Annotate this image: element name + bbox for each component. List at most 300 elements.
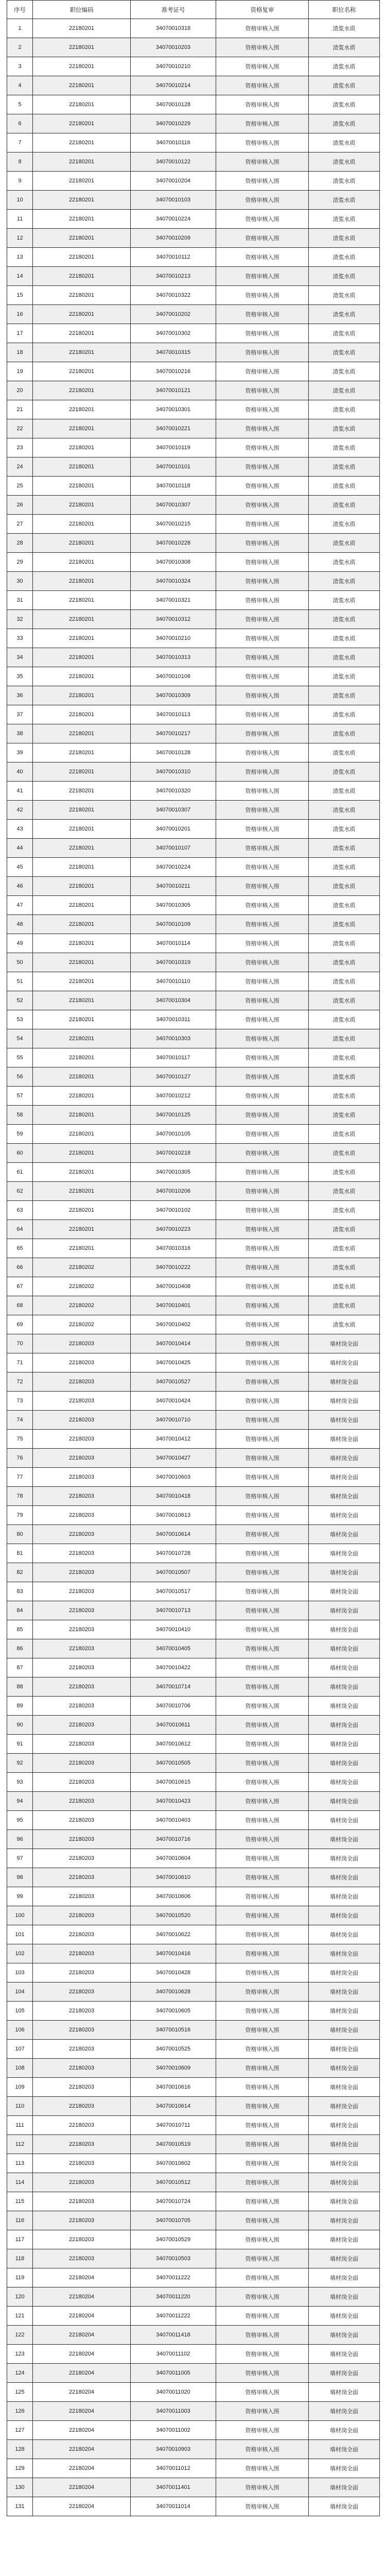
- cell-position-name: 墙材岗全面: [309, 2478, 380, 2497]
- cell-ticket-number: 34070010223: [131, 1220, 216, 1239]
- cell-qualification-review: 资格审核入围: [216, 1639, 309, 1658]
- cell-qualification-review: 资格审核入围: [216, 305, 309, 324]
- cell-position-code: 22180201: [33, 496, 131, 515]
- cell-position-code: 22180201: [33, 877, 131, 896]
- cell-position-name: 渣浆水质: [309, 1182, 380, 1201]
- table-row: [7, 1487, 380, 1506]
- cell-qualification-review: 资格审核入围: [216, 1048, 309, 1067]
- table-row: [7, 1925, 380, 1944]
- cell-position-name: 渣浆水质: [309, 19, 380, 38]
- cell-position-name: 墙材岗全面: [309, 2307, 380, 2326]
- cell-position-name: 墙材岗全面: [309, 2059, 380, 2078]
- cell-position-name: 渣浆水质: [309, 362, 380, 381]
- table-row: [7, 1944, 380, 1963]
- cell-qualification-review: 资格审核入围: [216, 1601, 309, 1620]
- cell-ticket-number: 34070010319: [131, 953, 216, 972]
- cell-position-code: 22180201: [33, 1125, 131, 1144]
- cell-ticket-number: 34070010423: [131, 1792, 216, 1811]
- cell-seq: 86: [7, 1639, 33, 1658]
- cell-ticket-number: 34070010118: [131, 477, 216, 496]
- cell-qualification-review: 资格审核入围: [216, 686, 309, 705]
- cell-position-name: 渣浆水质: [309, 915, 380, 934]
- cell-qualification-review: 资格审核入围: [216, 76, 309, 95]
- cell-position-code: 22180201: [33, 1163, 131, 1182]
- table-row: [7, 1582, 380, 1601]
- cell-seq: 5: [7, 95, 33, 114]
- table-row: [7, 1258, 380, 1277]
- cell-position-code: 22180201: [33, 400, 131, 419]
- cell-seq: 63: [7, 1201, 33, 1220]
- cell-qualification-review: 资格审核入围: [216, 2383, 309, 2402]
- cell-ticket-number: 34070010113: [131, 705, 216, 724]
- cell-seq: 40: [7, 762, 33, 782]
- cell-ticket-number: 34070010105: [131, 1125, 216, 1144]
- cell-qualification-review: 资格审核入围: [216, 1506, 309, 1525]
- cell-position-code: 22180201: [33, 1048, 131, 1067]
- cell-ticket-number: 34070011401: [131, 2478, 216, 2497]
- table-row: [7, 2078, 380, 2097]
- cell-position-name: 渣浆水质: [309, 133, 380, 152]
- cell-ticket-number: 34070010622: [131, 1925, 216, 1944]
- cell-seq: 11: [7, 210, 33, 229]
- table-row: [7, 2021, 380, 2040]
- cell-ticket-number: 34070010210: [131, 57, 216, 76]
- cell-position-code: 22180201: [33, 267, 131, 286]
- cell-qualification-review: 资格审核入围: [216, 1582, 309, 1601]
- cell-qualification-review: 资格审核入围: [216, 362, 309, 381]
- cell-position-code: 22180201: [33, 286, 131, 305]
- cell-seq: 128: [7, 2440, 33, 2459]
- table-row: [7, 1430, 380, 1449]
- cell-qualification-review: 资格审核入围: [216, 1296, 309, 1315]
- cell-position-name: 墙材岗全面: [309, 2078, 380, 2097]
- cell-position-code: 22180203: [33, 1544, 131, 1563]
- cell-ticket-number: 34070010507: [131, 1563, 216, 1582]
- cell-seq: 56: [7, 1067, 33, 1087]
- cell-seq: 34: [7, 648, 33, 667]
- cell-ticket-number: 34070011012: [131, 2459, 216, 2478]
- cell-position-code: 22180202: [33, 1277, 131, 1296]
- cell-ticket-number: 34070011003: [131, 2402, 216, 2421]
- cell-qualification-review: 资格审核入围: [216, 2154, 309, 2173]
- cell-qualification-review: 资格审核入围: [216, 2230, 309, 2249]
- cell-qualification-review: 资格审核入围: [216, 2116, 309, 2135]
- cell-position-name: 渣浆水质: [309, 1106, 380, 1125]
- table-row: [7, 2059, 380, 2078]
- cell-seq: 130: [7, 2478, 33, 2497]
- cell-seq: 96: [7, 1830, 33, 1849]
- cell-seq: 37: [7, 705, 33, 724]
- table-row: [7, 553, 380, 572]
- cell-position-name: 墙材岗全面: [309, 2192, 380, 2211]
- cell-position-code: 22180201: [33, 991, 131, 1010]
- cell-seq: 117: [7, 2230, 33, 2249]
- cell-position-name: 渣浆水质: [309, 343, 380, 362]
- cell-seq: 60: [7, 1144, 33, 1163]
- cell-qualification-review: 资格审核入围: [216, 2059, 309, 2078]
- cell-ticket-number: 34070010114: [131, 934, 216, 953]
- table-row: [7, 1411, 380, 1430]
- cell-position-name: 渣浆水质: [309, 648, 380, 667]
- cell-qualification-review: 资格审核入围: [216, 1430, 309, 1449]
- cell-position-code: 22180203: [33, 1925, 131, 1944]
- cell-position-name: 墙材岗全面: [309, 2230, 380, 2249]
- cell-ticket-number: 34070010516: [131, 2021, 216, 2040]
- cell-position-code: 22180203: [33, 2002, 131, 2021]
- cell-position-code: 22180204: [33, 2307, 131, 2326]
- cell-qualification-review: 资格审核入围: [216, 57, 309, 76]
- cell-position-name: 渣浆水质: [309, 1048, 380, 1067]
- cell-seq: 104: [7, 1982, 33, 2002]
- cell-qualification-review: 资格审核入围: [216, 1106, 309, 1125]
- cell-ticket-number: 34070010613: [131, 1506, 216, 1525]
- cell-position-name: 渣浆水质: [309, 629, 380, 648]
- cell-seq: 7: [7, 133, 33, 152]
- cell-position-code: 22180203: [33, 1449, 131, 1468]
- table-row: [7, 1792, 380, 1811]
- cell-qualification-review: 资格审核入围: [216, 629, 309, 648]
- cell-ticket-number: 34070010119: [131, 438, 216, 457]
- cell-position-name: 渣浆水质: [309, 1258, 380, 1277]
- cell-ticket-number: 34070010206: [131, 1182, 216, 1201]
- cell-position-code: 22180202: [33, 1258, 131, 1277]
- cell-position-name: 墙材岗全面: [309, 2459, 380, 2478]
- table-row: [7, 667, 380, 686]
- cell-position-name: 墙材岗全面: [309, 1411, 380, 1430]
- cell-position-code: 22180203: [33, 1639, 131, 1658]
- cell-qualification-review: 资格审核入围: [216, 2211, 309, 2230]
- table-row: [7, 419, 380, 438]
- cell-ticket-number: 34070011102: [131, 2345, 216, 2364]
- cell-ticket-number: 34070010209: [131, 229, 216, 248]
- cell-position-name: 渣浆水质: [309, 1010, 380, 1029]
- cell-ticket-number: 34070010308: [131, 553, 216, 572]
- cell-ticket-number: 34070010203: [131, 38, 216, 57]
- cell-position-code: 22180203: [33, 1754, 131, 1773]
- table-row: [7, 2402, 380, 2421]
- cell-seq: 129: [7, 2459, 33, 2478]
- cell-qualification-review: 资格审核入围: [216, 1029, 309, 1048]
- table-row: [7, 1811, 380, 1830]
- cell-qualification-review: 资格审核入围: [216, 2478, 309, 2497]
- cell-seq: 92: [7, 1754, 33, 1773]
- cell-position-code: 22180201: [33, 820, 131, 839]
- cell-ticket-number: 34070010710: [131, 1411, 216, 1430]
- cell-qualification-review: 资格审核入围: [216, 1411, 309, 1430]
- cell-seq: 118: [7, 2249, 33, 2268]
- table-row: [7, 610, 380, 629]
- cell-seq: 9: [7, 172, 33, 191]
- cell-qualification-review: 资格审核入围: [216, 782, 309, 801]
- table-row: [7, 1315, 380, 1334]
- cell-ticket-number: 34070010714: [131, 1677, 216, 1697]
- cell-ticket-number: 34070010614: [131, 1525, 216, 1544]
- table-row: [7, 172, 380, 191]
- cell-qualification-review: 资格审核入围: [216, 743, 309, 762]
- table-row: [7, 2345, 380, 2364]
- cell-position-code: 22180203: [33, 2059, 131, 2078]
- cell-seq: 66: [7, 1258, 33, 1277]
- table-row: [7, 1029, 380, 1048]
- table-row: [7, 2097, 380, 2116]
- cell-position-code: 22180203: [33, 2249, 131, 2268]
- cell-qualification-review: 资格审核入围: [216, 1697, 309, 1716]
- table-row: [7, 2040, 380, 2059]
- cell-seq: 99: [7, 1887, 33, 1906]
- cell-position-code: 22180203: [33, 1411, 131, 1430]
- table-row: [7, 1334, 380, 1353]
- cell-position-code: 22180201: [33, 515, 131, 534]
- cell-seq: 71: [7, 1353, 33, 1372]
- header-position-name: 职位名称: [309, 1, 380, 19]
- cell-ticket-number: 34070010503: [131, 2249, 216, 2268]
- cell-ticket-number: 34070010229: [131, 114, 216, 133]
- cell-position-name: 墙材岗全面: [309, 2440, 380, 2459]
- cell-position-name: 渣浆水质: [309, 76, 380, 95]
- cell-ticket-number: 34070010527: [131, 1372, 216, 1392]
- cell-ticket-number: 34070010612: [131, 1735, 216, 1754]
- cell-position-code: 22180201: [33, 95, 131, 114]
- cell-position-name: 渣浆水质: [309, 591, 380, 610]
- results-table: [7, 0, 380, 2516]
- cell-position-name: 墙材岗全面: [309, 2402, 380, 2421]
- cell-qualification-review: 资格审核入围: [216, 1792, 309, 1811]
- table-row: [7, 2307, 380, 2326]
- cell-ticket-number: 34070010705: [131, 2211, 216, 2230]
- table-row: [7, 1620, 380, 1639]
- cell-position-code: 22180203: [33, 1601, 131, 1620]
- cell-qualification-review: 资格审核入围: [216, 1353, 309, 1372]
- cell-qualification-review: 资格审核入围: [216, 2192, 309, 2211]
- cell-position-code: 22180203: [33, 1525, 131, 1544]
- cell-ticket-number: 34070010614: [131, 2097, 216, 2116]
- cell-ticket-number: 34070010604: [131, 1849, 216, 1868]
- cell-position-name: 墙材岗全面: [309, 2173, 380, 2192]
- cell-seq: 83: [7, 1582, 33, 1601]
- cell-seq: 25: [7, 477, 33, 496]
- table-row: [7, 1639, 380, 1658]
- table-row: [7, 877, 380, 896]
- cell-position-name: 墙材岗全面: [309, 1773, 380, 1792]
- cell-ticket-number: 34070011002: [131, 2421, 216, 2440]
- cell-position-name: 渣浆水质: [309, 743, 380, 762]
- cell-qualification-review: 资格审核入围: [216, 172, 309, 191]
- cell-position-name: 墙材岗全面: [309, 1677, 380, 1697]
- cell-ticket-number: 34070010616: [131, 2078, 216, 2097]
- cell-qualification-review: 资格审核入围: [216, 324, 309, 343]
- cell-ticket-number: 34070010101: [131, 457, 216, 477]
- cell-position-code: 22180203: [33, 1372, 131, 1392]
- table-row: [7, 1296, 380, 1315]
- cell-qualification-review: 资格审核入围: [216, 1773, 309, 1792]
- cell-ticket-number: 34070010214: [131, 76, 216, 95]
- cell-position-code: 22180204: [33, 2268, 131, 2287]
- cell-qualification-review: 资格审核入围: [216, 1468, 309, 1487]
- cell-qualification-review: 资格审核入围: [216, 877, 309, 896]
- cell-seq: 6: [7, 114, 33, 133]
- cell-position-code: 22180203: [33, 1658, 131, 1677]
- cell-position-name: 墙材岗全面: [309, 1563, 380, 1582]
- cell-seq: 106: [7, 2021, 33, 2040]
- cell-seq: 114: [7, 2173, 33, 2192]
- cell-ticket-number: 34070011220: [131, 2287, 216, 2307]
- cell-seq: 52: [7, 991, 33, 1010]
- cell-seq: 64: [7, 1220, 33, 1239]
- cell-seq: 103: [7, 1963, 33, 1982]
- cell-seq: 48: [7, 915, 33, 934]
- cell-position-code: 22180201: [33, 210, 131, 229]
- table-row: [7, 1982, 380, 2002]
- cell-seq: 22: [7, 419, 33, 438]
- cell-position-code: 22180203: [33, 1963, 131, 1982]
- table-row: [7, 1048, 380, 1067]
- cell-position-name: 墙材岗全面: [309, 1792, 380, 1811]
- cell-ticket-number: 34070010128: [131, 95, 216, 114]
- cell-seq: 21: [7, 400, 33, 419]
- cell-position-code: 22180203: [33, 1487, 131, 1506]
- cell-qualification-review: 资格审核入围: [216, 705, 309, 724]
- cell-position-code: 22180203: [33, 2135, 131, 2154]
- cell-position-code: 22180201: [33, 248, 131, 267]
- cell-seq: 4: [7, 76, 33, 95]
- table-row: [7, 1144, 380, 1163]
- cell-seq: 55: [7, 1048, 33, 1067]
- cell-seq: 88: [7, 1677, 33, 1697]
- cell-seq: 23: [7, 438, 33, 457]
- table-row: [7, 953, 380, 972]
- table-row: [7, 762, 380, 782]
- cell-ticket-number: 34070010711: [131, 2116, 216, 2135]
- cell-qualification-review: 资格审核入围: [216, 191, 309, 210]
- cell-ticket-number: 34070010213: [131, 267, 216, 286]
- header-position-code: 职位编码: [33, 1, 131, 19]
- cell-seq: 51: [7, 972, 33, 991]
- table-row: [7, 2287, 380, 2307]
- cell-position-code: 22180203: [33, 1735, 131, 1754]
- cell-seq: 125: [7, 2383, 33, 2402]
- cell-seq: 87: [7, 1658, 33, 1677]
- cell-position-name: 渣浆水质: [309, 438, 380, 457]
- cell-qualification-review: 资格审核入围: [216, 1067, 309, 1087]
- cell-ticket-number: 34070010307: [131, 496, 216, 515]
- cell-position-name: 墙材岗全面: [309, 1620, 380, 1639]
- cell-qualification-review: 资格审核入围: [216, 591, 309, 610]
- cell-position-code: 22180201: [33, 381, 131, 400]
- cell-position-code: 22180203: [33, 2116, 131, 2135]
- cell-position-code: 22180203: [33, 1430, 131, 1449]
- cell-position-code: 22180203: [33, 1830, 131, 1849]
- cell-qualification-review: 资格审核入围: [216, 2459, 309, 2478]
- cell-seq: 111: [7, 2116, 33, 2135]
- cell-position-code: 22180203: [33, 1944, 131, 1963]
- cell-position-code: 22180201: [33, 114, 131, 133]
- cell-seq: 42: [7, 801, 33, 820]
- cell-ticket-number: 34070010716: [131, 1830, 216, 1849]
- cell-qualification-review: 资格审核入围: [216, 2364, 309, 2383]
- cell-ticket-number: 34070010127: [131, 1067, 216, 1087]
- cell-ticket-number: 34070010628: [131, 1982, 216, 2002]
- table-row: [7, 248, 380, 267]
- cell-position-name: 渣浆水质: [309, 553, 380, 572]
- cell-position-name: 渣浆水质: [309, 1296, 380, 1315]
- cell-position-name: 渣浆水质: [309, 762, 380, 782]
- cell-position-name: 渣浆水质: [309, 1029, 380, 1048]
- cell-position-name: 渣浆水质: [309, 381, 380, 400]
- cell-position-code: 22180203: [33, 1982, 131, 2002]
- cell-position-name: 墙材岗全面: [309, 2249, 380, 2268]
- cell-position-code: 22180204: [33, 2402, 131, 2421]
- cell-seq: 28: [7, 534, 33, 553]
- cell-qualification-review: 资格审核入围: [216, 2421, 309, 2440]
- cell-position-code: 22180204: [33, 2459, 131, 2478]
- cell-position-name: 墙材岗全面: [309, 1868, 380, 1887]
- table-row: [7, 515, 380, 534]
- cell-qualification-review: 资格审核入围: [216, 229, 309, 248]
- table-row: [7, 57, 380, 76]
- cell-ticket-number: 34070010427: [131, 1449, 216, 1468]
- table-row: [7, 133, 380, 152]
- cell-qualification-review: 资格审核入围: [216, 991, 309, 1010]
- cell-ticket-number: 34070010412: [131, 1430, 216, 1449]
- cell-position-name: 渣浆水质: [309, 1163, 380, 1182]
- cell-position-code: 22180201: [33, 191, 131, 210]
- cell-ticket-number: 34070010312: [131, 610, 216, 629]
- cell-qualification-review: 资格审核入围: [216, 2402, 309, 2421]
- cell-position-code: 22180201: [33, 305, 131, 324]
- table-row: [7, 1010, 380, 1029]
- cell-qualification-review: 资格审核入围: [216, 553, 309, 572]
- cell-position-name: 墙材岗全面: [309, 1430, 380, 1449]
- cell-seq: 80: [7, 1525, 33, 1544]
- cell-seq: 127: [7, 2421, 33, 2440]
- cell-seq: 121: [7, 2307, 33, 2326]
- cell-qualification-review: 资格审核入围: [216, 2078, 309, 2097]
- cell-seq: 36: [7, 686, 33, 705]
- cell-position-name: 渣浆水质: [309, 95, 380, 114]
- cell-seq: 61: [7, 1163, 33, 1182]
- cell-position-code: 22180201: [33, 705, 131, 724]
- cell-position-code: 22180203: [33, 1697, 131, 1716]
- cell-position-code: 22180201: [33, 477, 131, 496]
- cell-seq: 67: [7, 1277, 33, 1296]
- table-row: [7, 1887, 380, 1906]
- cell-position-name: 渣浆水质: [309, 801, 380, 820]
- cell-position-code: 22180203: [33, 1773, 131, 1792]
- cell-position-name: 渣浆水质: [309, 191, 380, 210]
- cell-qualification-review: 资格审核入围: [216, 801, 309, 820]
- cell-qualification-review: 资格审核入围: [216, 1125, 309, 1144]
- cell-seq: 20: [7, 381, 33, 400]
- cell-position-code: 22180201: [33, 553, 131, 572]
- cell-ticket-number: 34070011222: [131, 2268, 216, 2287]
- cell-position-code: 22180203: [33, 1506, 131, 1525]
- cell-ticket-number: 34070010106: [131, 667, 216, 686]
- table-row: [7, 95, 380, 114]
- cell-position-name: 墙材岗全面: [309, 2002, 380, 2021]
- cell-ticket-number: 34070010322: [131, 286, 216, 305]
- cell-position-name: 墙材岗全面: [309, 1735, 380, 1754]
- table-row: [7, 1849, 380, 1868]
- cell-ticket-number: 34070010606: [131, 1887, 216, 1906]
- table-row: [7, 2249, 380, 2268]
- cell-position-name: 墙材岗全面: [309, 1601, 380, 1620]
- cell-seq: 94: [7, 1792, 33, 1811]
- cell-qualification-review: 资格审核入围: [216, 2326, 309, 2345]
- cell-qualification-review: 资格审核入围: [216, 858, 309, 877]
- cell-seq: 32: [7, 610, 33, 629]
- table-row: [7, 534, 380, 553]
- table-row: [7, 496, 380, 515]
